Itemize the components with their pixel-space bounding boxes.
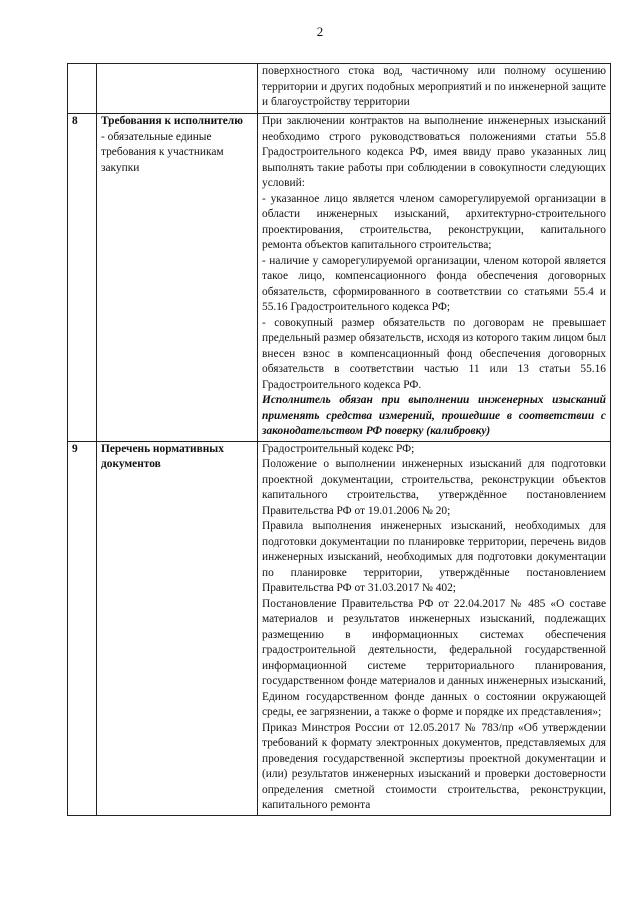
row-number: [68, 64, 97, 114]
emphasis-paragraph: Исполнитель обязан при выполнении инженерных изысканий применять средства измерений, прошедшие в соответствии с законодательством РФ поверку (калибровку): [262, 394, 606, 437]
paragraph: Правила выполнения инженерных изысканий, необходимых для подготовки документации по планировке территории, перечень видов инженерных изысканий, необходимых для подготовки документации по планировке территории, утверждённые постановлением Правительства РФ от 31.03.2017 № 402;: [262, 520, 606, 594]
row-name: [97, 64, 258, 114]
paragraph: Градостроительный кодекс РФ;: [262, 442, 415, 455]
row-number: 8: [68, 114, 97, 442]
paragraph: При заключении контрактов на выполнение инженерных изысканий необходимо строго руководствоваться положениями статьи 55.8 Градостроительного кодекса РФ, имея ввиду право указанных лиц выполнять такие работы при соблюдении в совокупности следующих условий:: [262, 115, 606, 189]
row-content: [258, 114, 611, 442]
row-number: 9: [68, 441, 97, 815]
paragraph: Постановление Правительства РФ от 22.04.2017 № 485 «О составе материалов и результатов инженерных изысканий, подлежащих размещению в информационных системах обеспечения градостроительной деятельности, федеральной государственной информационной системе территориального планирования, государственном фонде материалов и данных инженерных изысканий, Едином государственном фонде данных о состоянии окружающей среды, ее загрязнении, а также о форме и порядке их представления»;: [262, 597, 606, 718]
paragraph: - наличие у саморегулируемой организации, членом которой является такое лицо, компенсационного фонда обеспечения договорных обязательств, сформированного в соответствии со статьями 55.4 и 55.16 Градостроительного кодекса РФ;: [262, 254, 606, 313]
paragraph: Положение о выполнении инженерных изысканий для подготовки проектной документации, строительства, реконструкции объектов капитального строительства, утверждённое постановлением Правительства РФ от 19.01.2006 № 20;: [262, 458, 606, 517]
table-row: [68, 64, 611, 114]
page-number: 2: [316, 24, 324, 39]
row-name: Перечень нормативных документов: [97, 441, 258, 815]
row-content: [258, 441, 611, 815]
paragraph: поверхностного стока вод, частичному или полному осушению территории и других подобных мероприятий и по инженерной защите и благоустройству территории: [262, 65, 606, 108]
specification-table: [67, 63, 611, 816]
row-name: [97, 114, 258, 442]
row-name-subtitle: - обязательные единые требования к участникам закупки: [101, 130, 224, 174]
paragraph: Приказ Минстроя России от 12.05.2017 № 783/пр «Об утверждении требований к формату электронных документов, представляемых для проведения государственной экспертизы проектной документации и (или) результатов инженерных изысканий и проверки достоверности определения сметной стоимости строительства, реконструкции, капитального ремонта: [262, 721, 606, 811]
row-content: [258, 64, 611, 114]
row-name-title: Требования к исполнителю: [101, 115, 243, 127]
paragraph: - указанное лицо является членом саморегулируемой организации в области инженерных изысканий, архитектурно-строительного проектирования, строительства, реконструкции, капитального ремонта объектов капитального строительства;: [262, 192, 606, 251]
table-row: [68, 441, 611, 815]
table-row: [68, 114, 611, 442]
paragraph: - совокупный размер обязательств по договорам не превышает предельный размер обязательств, исходя из которого таким лицом был внесен взнос в компенсационный фонд обеспечения договорных обязательств в соответствии частью 11 или 13 статьи 55.16 Градостроительного кодекса РФ.: [262, 316, 606, 391]
